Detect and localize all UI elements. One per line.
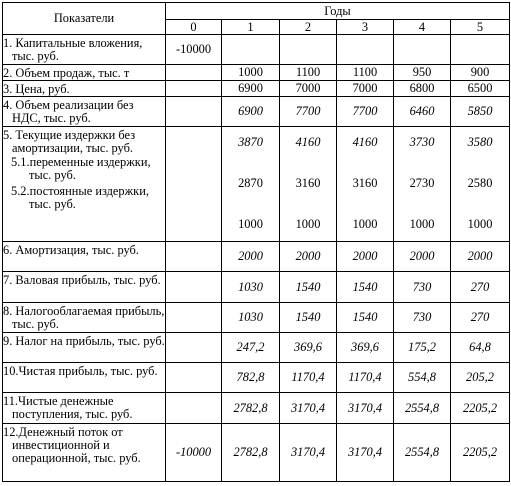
table-cell: 7000 [280,81,337,97]
year-col-4: 4 [394,20,451,35]
table-cell: 3870 2870 1000 [222,127,280,242]
indicators-table [2,2,510,482]
table-cell [166,81,222,97]
row-label: 9. Налог на прибыль, тыс. руб. [3,333,166,363]
table-cell: -10000 [166,35,222,65]
table-cell: 6900 [222,81,280,97]
table-cell: 730 [394,272,451,303]
table-cell: 270 [451,272,510,303]
table-cell: 2000 [394,242,451,272]
table-cell [166,127,222,242]
table-row [3,272,510,303]
table-cell: 6800 [394,81,451,97]
table-cell: 1030 [222,272,280,303]
table-cell: 1540 [337,272,394,303]
table-row [3,333,510,363]
row-label: 7. Валовая прибыль, тыс. руб. [3,272,166,303]
table-cell [166,272,222,303]
table-cell [280,35,337,65]
table-cell [166,363,222,393]
years-header: Годы [166,3,510,20]
table-cell: 3580 2580 1000 [451,127,510,242]
table-cell: 6500 [451,81,510,97]
table-cell [166,242,222,272]
row-label: 6. Амортизация, тыс. руб. [3,242,166,272]
table-cell: 2782,8 [222,424,280,482]
table-cell: 1170,4 [280,363,337,393]
table-cell: 1170,4 [337,363,394,393]
table-cell: 6900 [222,97,280,127]
table-cell: 1540 [280,272,337,303]
table-row [3,65,510,81]
table-cell: 2000 [222,242,280,272]
table-cell [394,35,451,65]
year-col-0: 0 [166,20,222,35]
table-cell: 3170,4 [337,424,394,482]
table-row [3,81,510,97]
row-label: 4. Объем реализации без НДС, тыс. руб. [3,97,166,127]
row-label: 11.Чистые денежные поступления, тыс. руб. [3,393,166,424]
table-cell: 1100 [337,65,394,81]
table-cell: 270 [451,303,510,333]
table-cell: 950 [394,65,451,81]
table-cell [222,35,280,65]
table-cell [451,35,510,65]
row-label: 8. Налогооблагаемая прибыль, тыс. руб. [3,304,165,331]
subrow-label: 5.1.переменные издержки, тыс. руб. [11,155,151,182]
table-cell: 900 [451,65,510,81]
table-cell: 2000 [337,242,394,272]
table-cell: 205,2 [451,363,510,393]
subrow-label: 5.2.постоянные издержки, тыс. руб. [11,184,149,211]
table-cell: 554,8 [394,363,451,393]
table-cell [166,97,222,127]
table-cell: 1000 [222,65,280,81]
table-cell: 730 [394,303,451,333]
table-cell: 782,8 [222,363,280,393]
table-cell [166,65,222,81]
table-row [3,393,510,424]
year-col-3: 3 [337,20,394,35]
table-cell: 2205,2 [451,393,510,424]
year-col-2: 2 [280,20,337,35]
table-cell: 1030 [222,303,280,333]
row-label: 5. Текущие издержки без амортизации, тыс. руб. 5.1.переменные издержки, тыс. руб. 5.2.постоянные издержки, тыс. руб. [3,127,166,242]
table-cell: 2782,8 [222,393,280,424]
row-label: 2. Объем продаж, тыс. т [3,65,166,81]
row-label: 1. Капитальные вложения, тыс. руб. [3,35,166,65]
table-cell: 7700 [337,97,394,127]
table-cell [166,303,222,333]
table-cell: 2000 [451,242,510,272]
table-row [3,363,510,393]
table-row [3,97,510,127]
row-label: 3. Цена, руб. [3,81,166,97]
table-cell: 4160 3160 1000 [337,127,394,242]
table-cell: 64,8 [451,333,510,363]
year-col-5: 5 [451,20,510,35]
table-cell [166,333,222,363]
row-label: 10.Чистая прибыль, тыс. руб. [3,363,166,393]
table-cell: 7700 [280,97,337,127]
table-cell: 2554,8 [394,424,451,482]
table-cell: 5850 [451,97,510,127]
year-col-1: 1 [222,20,280,35]
table-row [3,424,510,482]
indicators-header: Показатели [3,3,166,35]
table-cell: 3170,4 [280,393,337,424]
table-cell: -10000 [166,424,222,482]
table-cell: 175,2 [394,333,451,363]
table-cell: 1100 [280,65,337,81]
table-row [3,303,510,333]
table-cell: 2205,2 [451,424,510,482]
table-cell: 3170,4 [280,424,337,482]
table-cell: 4160 3160 1000 [280,127,337,242]
table-row [3,35,510,65]
table-cell: 6460 [394,97,451,127]
table-cell: 1540 [280,303,337,333]
table-cell: 7000 [337,81,394,97]
table-cell: 3170,4 [337,393,394,424]
row-label: 12.Денежный поток от инвестиционной и операционной, тыс. руб. [3,424,166,482]
table-cell: 247,2 [222,333,280,363]
table-cell: 3730 2730 1000 [394,127,451,242]
table-cell [337,35,394,65]
table-cell: 1540 [337,303,394,333]
table-row [3,127,510,242]
table-cell: 2000 [280,242,337,272]
table-cell: 369,6 [280,333,337,363]
table-cell: 2554,8 [394,393,451,424]
table-cell: 369,6 [337,333,394,363]
table-row [3,242,510,272]
table-cell [166,393,222,424]
